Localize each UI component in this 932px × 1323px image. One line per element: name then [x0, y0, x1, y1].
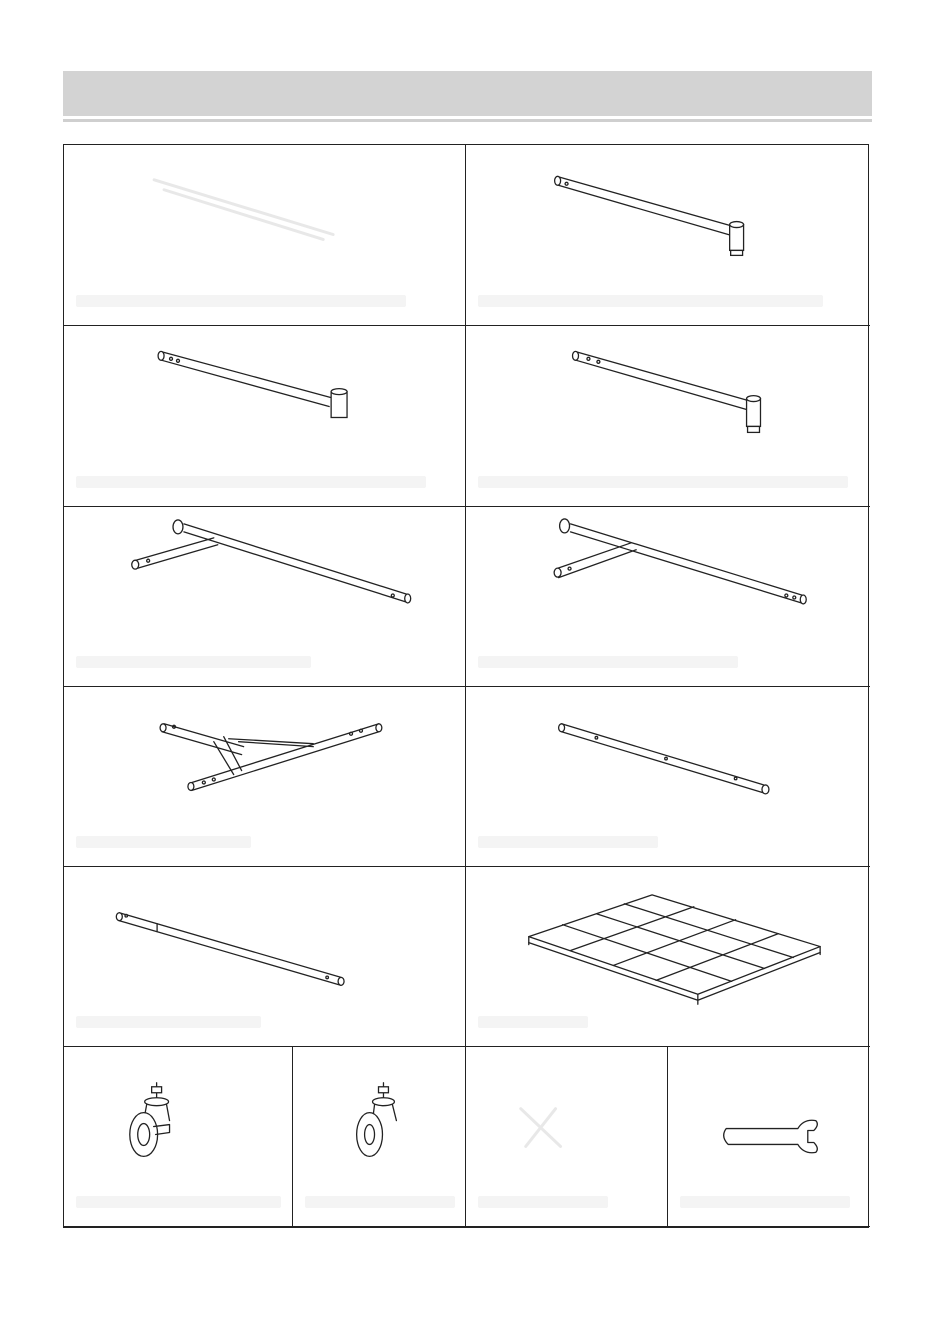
part-label-k: [76, 1196, 281, 1208]
part-cell-g: [64, 687, 466, 867]
header-bar: [63, 71, 872, 116]
header-rule: [63, 119, 872, 122]
part-cell-d: [466, 326, 870, 507]
part-label-n: [680, 1196, 850, 1208]
part-cell-f: [466, 507, 870, 687]
part-cell-b: [466, 145, 870, 326]
part-label-h: [478, 836, 658, 848]
part-cell-k: [64, 1047, 293, 1227]
part-label-c: [76, 476, 426, 488]
part-cell-m: [466, 1047, 668, 1227]
part-label-l: [305, 1196, 455, 1208]
part-label-b: [478, 295, 823, 307]
part-cell-i: [64, 867, 466, 1047]
part-cell-a: [64, 145, 466, 326]
part-label-d: [478, 476, 848, 488]
part-cell-e: [64, 507, 466, 687]
part-label-f: [478, 656, 738, 668]
part-cell-j: [466, 867, 870, 1047]
part-cell-c: [64, 326, 466, 507]
part-label-a: [76, 295, 406, 307]
part-label-g: [76, 836, 251, 848]
part-label-m: [478, 1196, 608, 1208]
part-cell-l: [293, 1047, 466, 1227]
part-label-i: [76, 1016, 261, 1028]
part-label-e: [76, 656, 311, 668]
part-cell-h: [466, 687, 870, 867]
parts-grid: [63, 144, 869, 1228]
part-label-j: [478, 1016, 588, 1028]
part-cell-n: [668, 1047, 870, 1227]
